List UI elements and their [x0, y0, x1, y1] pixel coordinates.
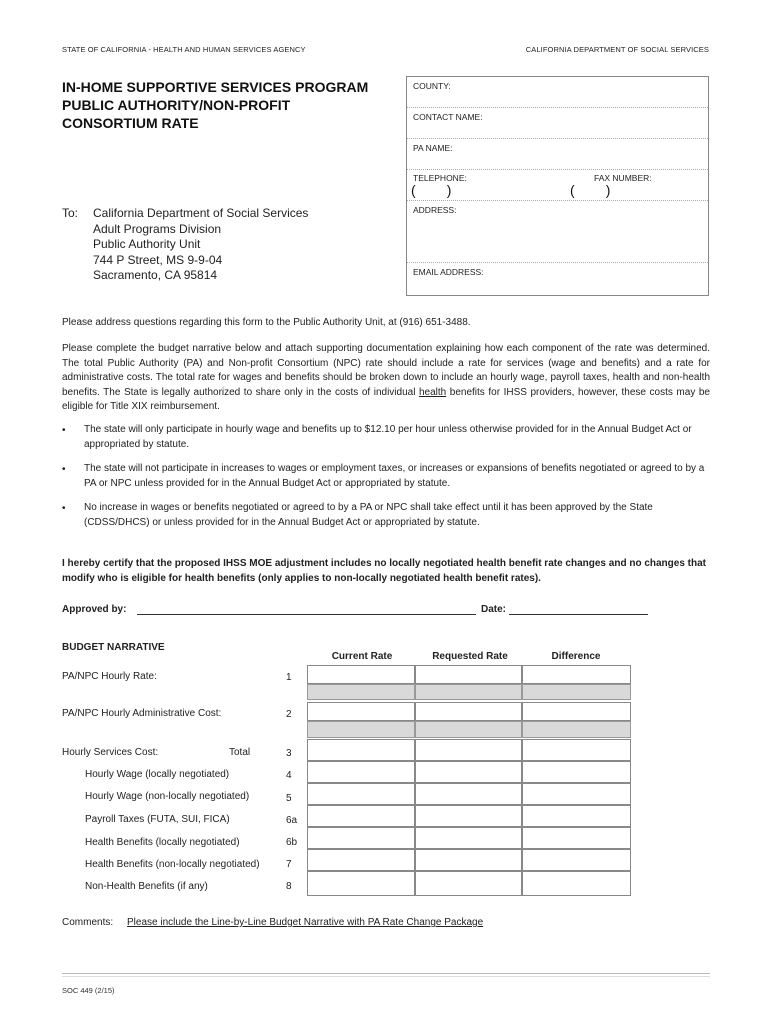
- input-cell-difference[interactable]: [522, 702, 631, 721]
- row-6b-number: 6b: [286, 837, 298, 848]
- agency-header-right: CALIFORNIA DEPARTMENT OF SOCIAL SERVICES: [525, 45, 709, 54]
- form-id: SOC 449 (2/15): [62, 986, 115, 995]
- contact-name-label: CONTACT NAME:: [413, 112, 483, 122]
- form-title-line-2: PUBLIC AUTHORITY/NON-PROFIT: [62, 97, 291, 113]
- form-title: [62, 78, 368, 132]
- row-3-number: 3: [286, 748, 292, 759]
- input-cell-difference[interactable]: [522, 871, 631, 896]
- input-cell-requested-rate[interactable]: [415, 871, 522, 896]
- address-field[interactable]: [407, 201, 708, 263]
- row-2-label: PA/NPC Hourly Administrative Cost:: [62, 708, 222, 719]
- input-cell-difference[interactable]: [522, 783, 631, 805]
- county-label: COUNTY:: [413, 81, 451, 91]
- pa-name-label: PA NAME:: [413, 143, 453, 153]
- shaded-cell-requested-rate: [415, 684, 522, 700]
- fax-area-code[interactable]: ( ): [570, 182, 611, 198]
- recipient-line-1: California Department of Social Services: [93, 206, 309, 220]
- input-cell-current-rate[interactable]: [307, 739, 415, 761]
- questions-paragraph: Please address questions regarding this form to the Public Authority Unit, at (916) 651-3488.: [62, 317, 471, 328]
- input-cell-requested-rate[interactable]: [415, 783, 522, 805]
- input-cell-requested-rate[interactable]: [415, 739, 522, 761]
- input-cell-difference[interactable]: [522, 849, 631, 871]
- email-label: EMAIL ADDRESS:: [413, 267, 484, 277]
- input-cell-difference[interactable]: [522, 827, 631, 849]
- input-cell-current-rate[interactable]: [307, 783, 415, 805]
- fax-number-label: FAX NUMBER:: [594, 173, 652, 183]
- input-cell-difference[interactable]: [522, 805, 631, 827]
- bullet-1-text: The state will only participate in hourly wage and benefits up to $12.10 per hour unless otherwise provided for in the Annual Budget Act or appropriated by statute.: [84, 424, 692, 450]
- instructions-health-underlined: health: [418, 386, 447, 398]
- row-6a-number: 6a: [286, 815, 298, 826]
- row-1-number: 1: [286, 672, 292, 683]
- row-7-number: 7: [286, 859, 292, 870]
- telephone-fax-field[interactable]: [407, 170, 708, 201]
- footer-rule-secondary: [62, 976, 710, 977]
- certification-statement: I hereby certify that the proposed IHSS MOE adjustment includes no locally negotiated health benefit rate changes and no changes that modify who is eligible for health benefits (only applies to non-locally negotiated health benefit rates).: [62, 558, 707, 584]
- input-cell-current-rate[interactable]: [307, 805, 415, 827]
- bullet-2-text: The state will not participate in increases to wages or employment taxes, or increases or expansions of benefits negotiated or agreed to by a PA or NPC unless provided for in the Annual Budget Act or appropriated by statute.: [84, 463, 705, 489]
- comments-text: Please include the Line-by-Line Budget Narrative with PA Rate Change Package: [127, 917, 484, 928]
- recipient-line-5: Sacramento, CA 95814: [93, 268, 218, 282]
- row-3-total-label: Total: [229, 747, 251, 758]
- row-8-label: Non-Health Benefits (if any): [85, 881, 208, 892]
- input-cell-difference[interactable]: [522, 761, 631, 783]
- telephone-area-code[interactable]: ( ): [411, 182, 452, 198]
- contact-name-field[interactable]: [407, 108, 708, 139]
- comments-label: Comments:: [62, 917, 114, 928]
- row-4-label: Hourly Wage (locally negotiated): [85, 769, 230, 780]
- input-cell-current-rate[interactable]: [307, 849, 415, 871]
- row-2-number: 2: [286, 709, 292, 720]
- column-current-rate: Current Rate: [331, 651, 393, 662]
- column-requested-rate: Requested Rate: [432, 651, 508, 662]
- input-cell-difference[interactable]: [522, 665, 631, 684]
- budget-narrative-heading: BUDGET NARRATIVE: [62, 642, 165, 653]
- row-5-number: 5: [286, 793, 292, 804]
- recipient-line-4: 744 P Street, MS 9-9-04: [93, 252, 223, 267]
- instructions-text-2: benefits for IHSS providers, however, these costs may be eligible for Title XIX reimbursement.: [62, 386, 710, 412]
- approved-by-signature-line[interactable]: [137, 614, 476, 615]
- county-field[interactable]: [407, 77, 708, 108]
- row-1-label: PA/NPC Hourly Rate:: [62, 671, 157, 682]
- approved-by-label: Approved by:: [62, 604, 127, 615]
- address-label: ADDRESS:: [413, 205, 457, 215]
- column-difference: Difference: [551, 651, 601, 662]
- row-8-number: 8: [286, 881, 292, 892]
- telephone-label: TELEPHONE:: [413, 173, 467, 183]
- input-cell-requested-rate[interactable]: [415, 849, 522, 871]
- row-7-label: Health Benefits (non-locally negotiated): [85, 859, 260, 870]
- shaded-cell-current-rate: [307, 721, 415, 738]
- shaded-cell-difference: [522, 721, 631, 738]
- email-field[interactable]: [407, 263, 708, 295]
- input-cell-requested-rate[interactable]: [415, 805, 522, 827]
- input-cell-current-rate[interactable]: [307, 702, 415, 721]
- input-cell-requested-rate[interactable]: [415, 702, 522, 721]
- form-title-line-1: IN-HOME SUPPORTIVE SERVICES PROGRAM: [62, 79, 369, 95]
- contact-info-box: [406, 76, 709, 296]
- input-cell-requested-rate[interactable]: [415, 761, 522, 783]
- input-cell-current-rate[interactable]: [307, 665, 415, 684]
- row-3-label: Hourly Services Cost:: [62, 747, 159, 758]
- shaded-cell-current-rate: [307, 684, 415, 700]
- form-title-line-3: CONSORTIUM RATE: [62, 115, 199, 131]
- instructions-text-1: Please complete the budget narrative below and attach supporting documentation explaining how each component of the rate was determined. The total Public Authority (PA) and Non-profit Consortium (NPC) rate should include a rate for services (wage and benefits) and a rate for administrative costs. The total rate for wages and benefits should be broken down to include an hourly wage, payroll taxes, health and non-health benefits. The State is legally authorized to share only in the costs of individual: [62, 343, 710, 398]
- bullet-3-marker: •: [62, 503, 66, 514]
- row-6a-label: Payroll Taxes (FUTA, SUI, FICA): [85, 814, 230, 825]
- shaded-cell-requested-rate: [415, 721, 522, 738]
- date-line[interactable]: [509, 614, 648, 615]
- shaded-cell-difference: [522, 684, 631, 700]
- recipient-line-3: Public Authority Unit: [93, 237, 201, 251]
- row-4-number: 4: [286, 770, 292, 781]
- input-cell-difference[interactable]: [522, 739, 631, 761]
- bullet-1-marker: •: [62, 425, 66, 436]
- pa-name-field[interactable]: [407, 139, 708, 170]
- input-cell-requested-rate[interactable]: [415, 827, 522, 849]
- bullet-3-text: No increase in wages or benefits negotiated or agreed to by a PA or NPC shall take effect until it has been approved by the State (CDSS/DHCS) or unless provided for in the Annual Budget Act or appropriated by statute.: [84, 502, 653, 528]
- input-cell-requested-rate[interactable]: [415, 665, 522, 684]
- agency-header-left: STATE OF CALIFORNIA - HEALTH AND HUMAN SERVICES AGENCY: [62, 45, 306, 54]
- bullet-2-marker: •: [62, 464, 66, 475]
- input-cell-current-rate[interactable]: [307, 761, 415, 783]
- input-cell-current-rate[interactable]: [307, 827, 415, 849]
- row-6b-label: Health Benefits (locally negotiated): [85, 837, 240, 848]
- to-label: To:: [62, 206, 79, 220]
- recipient-line-2: Adult Programs Division: [93, 221, 222, 236]
- input-cell-current-rate[interactable]: [307, 871, 415, 896]
- date-label: Date:: [481, 604, 507, 615]
- instructions-paragraph: [62, 342, 710, 415]
- footer-rule: [62, 973, 710, 974]
- row-5-label: Hourly Wage (non-locally negotiated): [85, 791, 250, 802]
